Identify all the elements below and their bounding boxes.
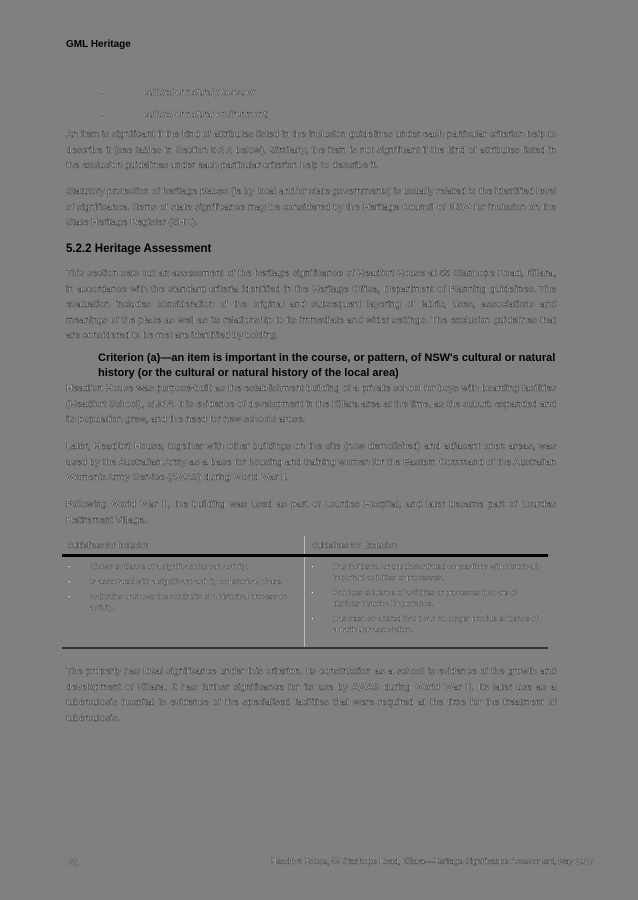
running-footer-title: Headfort House, 55 Stanhope Road, Killara—Heritage Significance Assessment, May 2017	[271, 857, 594, 866]
bullet-icon: •	[68, 592, 71, 601]
column-header-inclusion: Guidelines for Inclusion	[62, 536, 305, 554]
bullet-icon: •	[68, 577, 71, 586]
column-header-exclusion: Guidelines for Exclusion	[311, 541, 397, 550]
bullet-icon: •	[311, 588, 314, 597]
paragraph-significance-guidelines: An item is significant if the kind of attributes listed in the inclusion guidelines under each particular criterion help to describe it (see tables in Section 5.2.2 below). Similarly, the item is not significant if the kind of attributes listed in the exclusion guidelines under each particular criterion help to describe it.	[66, 129, 556, 172]
exclusion-item: • Has incidental or unsubstantiated connections with historically important activities or processes.	[311, 562, 542, 582]
guidelines-table	[62, 536, 548, 649]
inclusion-item: • Is associated with a significant activity or historical phase.	[68, 577, 284, 586]
section-heading: 5.2.2 Heritage Assessment	[66, 243, 212, 255]
paragraph-army-use: Later, Headfort House, together with other buildings on the site (now demolished) and adjacent open areas, was used by the Australian Army as a base for housing and training women for the Eastern Command of the Australian Women's Army Service (AWAS) during World War II.	[66, 441, 556, 484]
list-item-text: cultural or natural places; or	[144, 87, 256, 97]
bullet-icon: •	[311, 614, 314, 623]
bullet-icon: •	[311, 562, 314, 571]
running-header: GML Heritage	[66, 39, 131, 50]
inclusion-item: • Maintains or shows the continuity of a historical process or activity.	[68, 592, 287, 612]
dash-marker: –	[100, 109, 106, 119]
paragraph-significance-conclusion: The property has local significance under this criterion. Its construction as a school is evidence of the growth and development of Killara. It has further significance for its use by AWAS during World War II. Its later use as a tuberculosis hospital is evidence of the specialised facilities that were required at the time for the treatment of tuberculosis.	[66, 666, 556, 724]
paragraph-assessment-intro: This section sets out an assessment of the heritage significance of Headfort House at 55 Stanhope Road, Killara, in accordance with the standard criteria identified in the Heritage Office, Department of Planning guidelines. The evaluation includes consideration of the original and subsequent layering of fabric, uses, associations and meanings of the place as well as its relationship to its immediate and wider settings. The exclusion guidelines that are considered to be met are identified by bolding.	[66, 268, 556, 342]
table-body-row	[62, 557, 548, 649]
dash-marker: –	[100, 87, 106, 97]
inclusion-column	[62, 557, 305, 647]
criterion-heading: Criterion (a)—an item is important in the course, or pattern, of NSW's cultural or natural history (or the cultural or natural history of the local area)	[98, 352, 556, 379]
table-header-row	[62, 536, 548, 557]
exclusion-item: • Provides evidence of activities or processes that are of dubious historical importance.	[311, 588, 517, 608]
paragraph-headfort-history: Headfort House was purpose-built as the establishment building of a private school for boys with boarding facilities (Headfort School), c1918. It is evidence of development in the Killara area at the time, as the suburb expanded and its population grew, and the need for new schools arose.	[66, 383, 556, 426]
exclusion-column	[305, 557, 548, 647]
list-item-text: cultural or natural environment;	[144, 109, 269, 119]
paragraph-statutory-protection: Statutory protection of heritage places (ie by local and/or state governments) is usually related to the identified level of significance. Items of state significance may be considered by the Heritage Council of NSW for inclusion on the State Heritage Register (SHR).	[66, 186, 556, 229]
bullet-icon: •	[68, 562, 71, 571]
exclusion-item: • Has been so altered that it can no longer provide evidence of a particular association.	[311, 614, 538, 634]
paragraph-post-war-use: Following World War II, the building was used as part of Lourdes Hospital, and later became part of Lourdes Retirement Village.	[66, 499, 556, 526]
inclusion-item: • Shows evidence of a significant human activity.	[68, 562, 249, 571]
page-number: 32	[68, 857, 79, 867]
